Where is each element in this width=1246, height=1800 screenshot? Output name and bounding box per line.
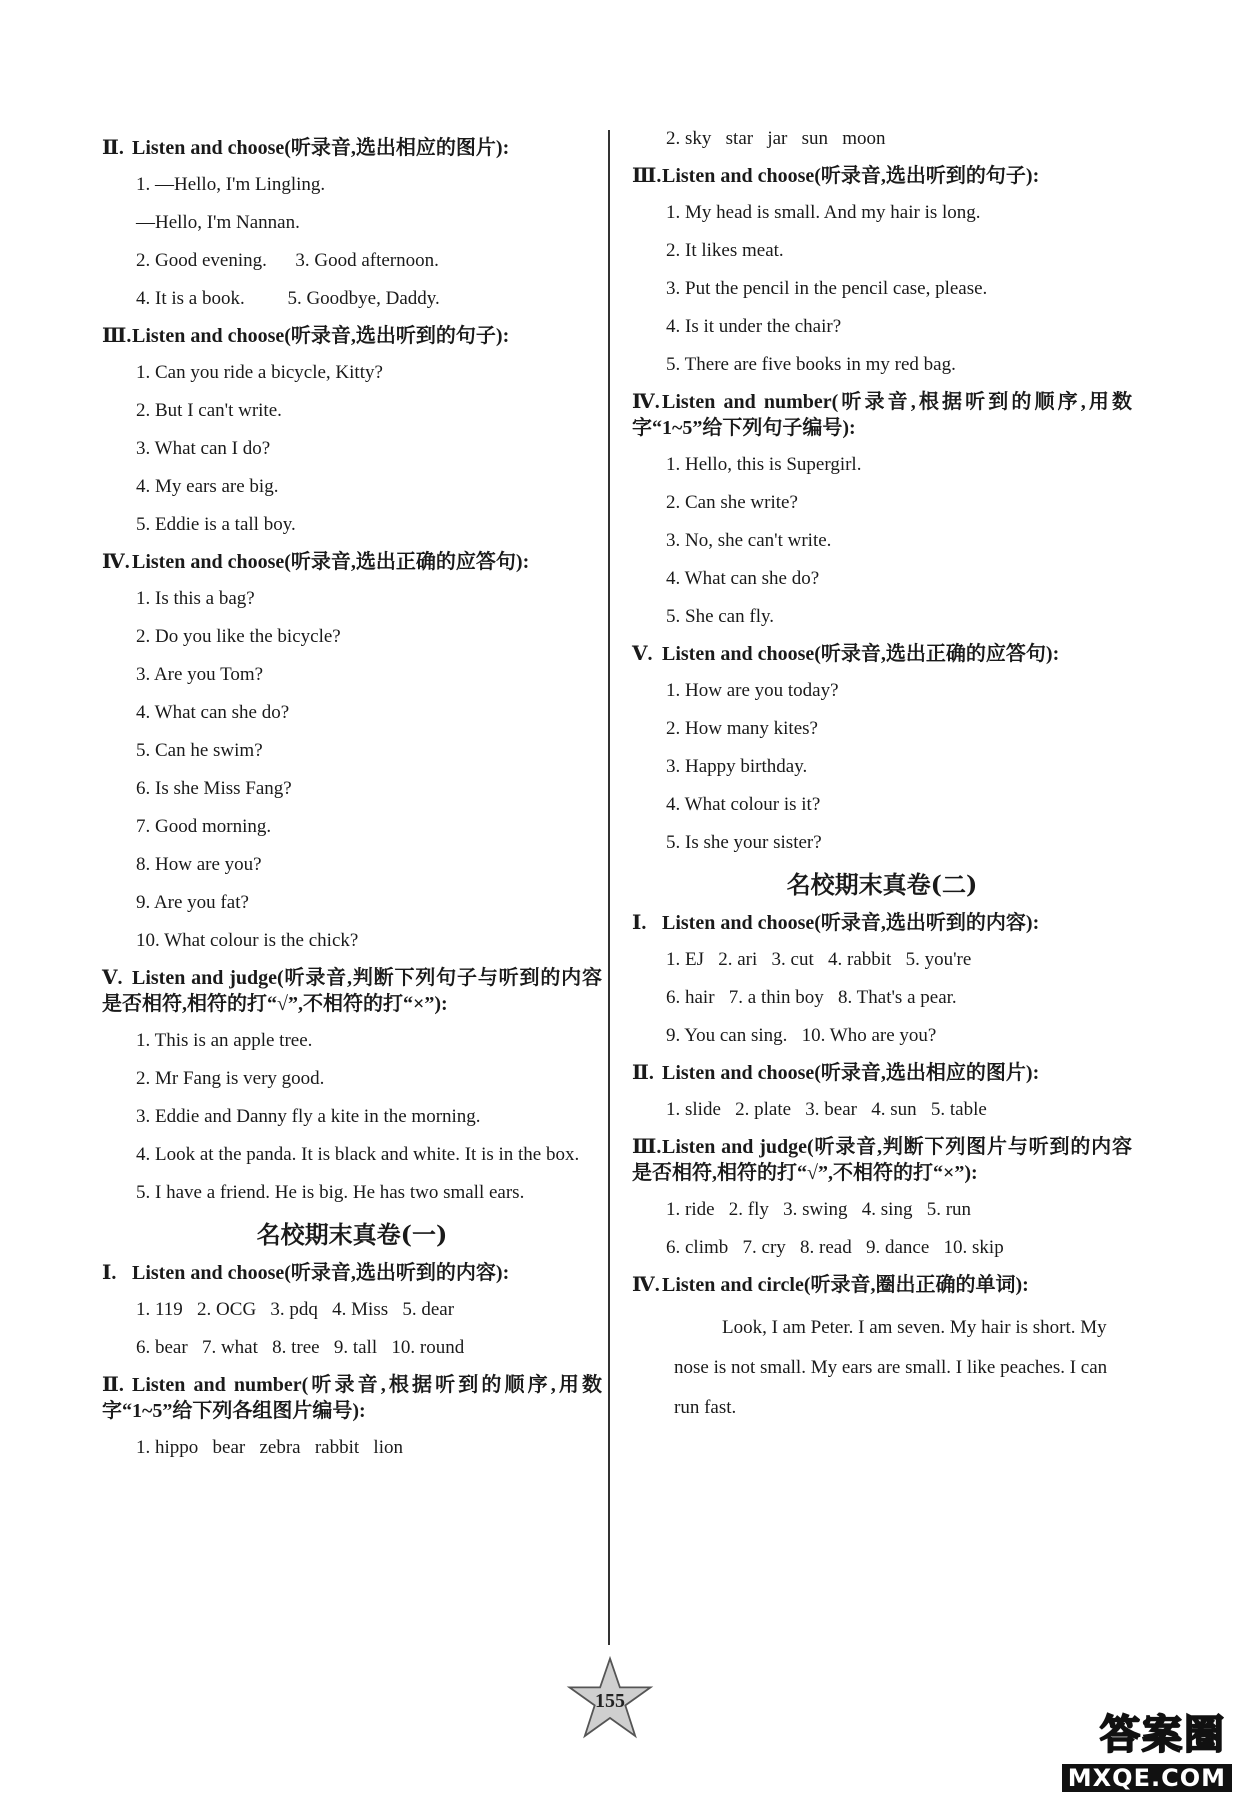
section-instruction: Listen and circle(听录音,圈出正确的单词): <box>662 1274 1029 1296</box>
section-instruction: Listen and choose(听录音,选出正确的应答句): <box>662 643 1060 665</box>
list-item: 7. Good morning. <box>136 816 272 837</box>
list-item: 9. Are you fat? <box>136 892 249 913</box>
section-instruction: Listen and judge(听录音,判断下列图片与听到的内容是否相符,相符的打“√”,不相符的打“×”): <box>632 1136 1132 1184</box>
section-instruction: Listen and choose(听录音,选出正确的应答句): <box>132 551 530 573</box>
list-item: 8. How are you? <box>136 854 262 875</box>
list-item: 5. I have a friend. He is big. He has two small ears. <box>136 1182 525 1203</box>
list-item: 3. No, she can't write. <box>666 530 832 551</box>
list-item: 1. Is this a bag? <box>136 588 255 609</box>
list-item: 4. What can she do? <box>666 568 820 589</box>
list-item: 5. Is she your sister? <box>666 832 822 853</box>
page-number: 155 <box>595 1690 625 1712</box>
section-heading <box>632 1060 1132 1086</box>
section-number: Ⅱ. <box>632 1062 654 1084</box>
list-item: 2. Mr Fang is very good. <box>136 1068 325 1089</box>
list-item: 4. What colour is it? <box>666 794 821 815</box>
list-item: 10. What colour is the chick? <box>136 930 359 951</box>
left-column <box>102 125 602 1472</box>
section-heading <box>632 163 1132 189</box>
section-number: Ⅲ. <box>102 325 132 347</box>
section-number: Ⅰ. <box>102 1262 117 1284</box>
section-instruction: Listen and judge(听录音,判断下列句子与听到的内容是否相符,相符的打“√”,不相符的打“×”): <box>102 967 602 1015</box>
section-heading <box>632 1272 1132 1298</box>
right-column <box>632 125 1132 1428</box>
list-item: 2. It likes meat. <box>666 240 784 261</box>
list-item: 2. Can she write? <box>666 492 798 513</box>
column-divider <box>608 130 610 1645</box>
list-item: 5. Eddie is a tall boy. <box>136 514 296 535</box>
section-number: Ⅳ. <box>102 551 130 573</box>
section-instruction: Listen and number(听录音,根据听到的顺序,用数字“1~5”给下列句子编号): <box>632 391 1132 439</box>
list-item: 1. How are you today? <box>666 680 839 701</box>
list-item: 4. What can she do? <box>136 702 290 723</box>
section-number: Ⅴ. <box>632 643 653 665</box>
section-heading <box>102 549 602 575</box>
section-heading <box>632 910 1132 936</box>
list-item: 1. 119 2. OCG 3. pdq 4. Miss 5. dear <box>136 1299 455 1320</box>
list-item: 9. You can sing. 10. Who are you? <box>666 1025 937 1046</box>
list-item: 6. hair 7. a thin boy 8. That's a pear. <box>666 987 957 1008</box>
list-item: 4. My ears are big. <box>136 476 279 497</box>
watermark-logo-text: 答案圈 <box>1100 1712 1226 1758</box>
section-instruction: Listen and choose(听录音,选出相应的图片): <box>132 137 510 159</box>
section-number: Ⅴ. <box>102 967 123 989</box>
section-number: Ⅲ. <box>632 1136 662 1158</box>
list-item: 1. My head is small. And my hair is long. <box>666 202 981 223</box>
list-item: —Hello, I'm Nannan. <box>136 212 300 233</box>
list-item: 3. Put the pencil in the pencil case, please. <box>666 278 988 299</box>
list-item: 5. She can fly. <box>666 606 774 627</box>
section-instruction: Listen and choose(听录音,选出听到的内容): <box>132 1262 510 1284</box>
list-item: 4. It is a book. 5. Goodbye, Daddy. <box>136 288 440 309</box>
list-item: 3. Happy birthday. <box>666 756 808 777</box>
list-item: 3. Eddie and Danny fly a kite in the morning. <box>136 1106 481 1127</box>
list-item: 1. hippo bear zebra rabbit lion <box>136 1437 403 1458</box>
section-heading <box>102 1260 602 1286</box>
section-instruction: Listen and choose(听录音,选出听到的内容): <box>662 912 1040 934</box>
watermark-url: MXQE.COM <box>1062 1764 1232 1792</box>
section-number: Ⅲ. <box>632 165 662 187</box>
list-item: 6. climb 7. cry 8. read 9. dance 10. skip <box>666 1237 1004 1258</box>
list-item: 3. What can I do? <box>136 438 271 459</box>
section-number: Ⅳ. <box>632 391 660 413</box>
list-item: 4. Is it under the chair? <box>666 316 842 337</box>
list-item: 5. Can he swim? <box>136 740 263 761</box>
list-item: 1. This is an apple tree. <box>136 1030 313 1051</box>
exam-title: 名校期末真卷(一) <box>256 1220 448 1249</box>
section-instruction: Listen and choose(听录音,选出听到的句子): <box>132 325 510 347</box>
list-item: 3. Are you Tom? <box>136 664 264 685</box>
list-item: 1. ride 2. fly 3. swing 4. sing 5. run <box>666 1199 972 1220</box>
list-item: 1. Can you ride a bicycle, Kitty? <box>136 362 383 383</box>
list-item: 1. Hello, this is Supergirl. <box>666 454 862 475</box>
list-item: 2. sky star jar sun moon <box>666 128 886 149</box>
section-heading <box>102 323 602 349</box>
section-number: Ⅰ. <box>632 912 647 934</box>
section-heading <box>632 1134 1132 1186</box>
list-item: 1. —Hello, I'm Lingling. <box>136 174 326 195</box>
list-item: 2. Do you like the bicycle? <box>136 626 341 647</box>
list-item: 1. EJ 2. ari 3. cut 4. rabbit 5. you're <box>666 949 972 970</box>
section-heading <box>102 965 602 1017</box>
section-heading <box>632 389 1132 441</box>
list-item: 6. Is she Miss Fang? <box>136 778 292 799</box>
list-item: 1. slide 2. plate 3. bear 4. sun 5. table <box>666 1099 987 1120</box>
section-number: Ⅱ. <box>102 137 124 159</box>
list-item: 2. But I can't write. <box>136 400 282 421</box>
section-number: Ⅱ. <box>102 1374 124 1396</box>
section-instruction: Listen and choose(听录音,选出听到的句子): <box>662 165 1040 187</box>
list-item: 4. Look at the panda. It is black and white. It is in the box. <box>136 1144 580 1165</box>
section-heading <box>102 1372 602 1424</box>
list-item: 5. There are five books in my red bag. <box>666 354 956 375</box>
list-item: 2. How many kites? <box>666 718 818 739</box>
list-item: 6. bear 7. what 8. tree 9. tall 10. round <box>136 1337 465 1358</box>
section-instruction: Listen and number(听录音,根据听到的顺序,用数字“1~5”给下列各组图片编号): <box>102 1374 602 1422</box>
section-heading <box>632 641 1132 667</box>
section-number: Ⅳ. <box>632 1274 660 1296</box>
passage-text: Look, I am Peter. I am seven. My hair is short. My nose is not small. My ears are small. I like peaches. I can run fast. <box>674 1317 1108 1418</box>
exam-title: 名校期末真卷(二) <box>786 870 978 899</box>
list-item: 2. Good evening. 3. Good afternoon. <box>136 250 439 271</box>
section-heading <box>102 135 602 161</box>
section-instruction: Listen and choose(听录音,选出相应的图片): <box>662 1062 1040 1084</box>
